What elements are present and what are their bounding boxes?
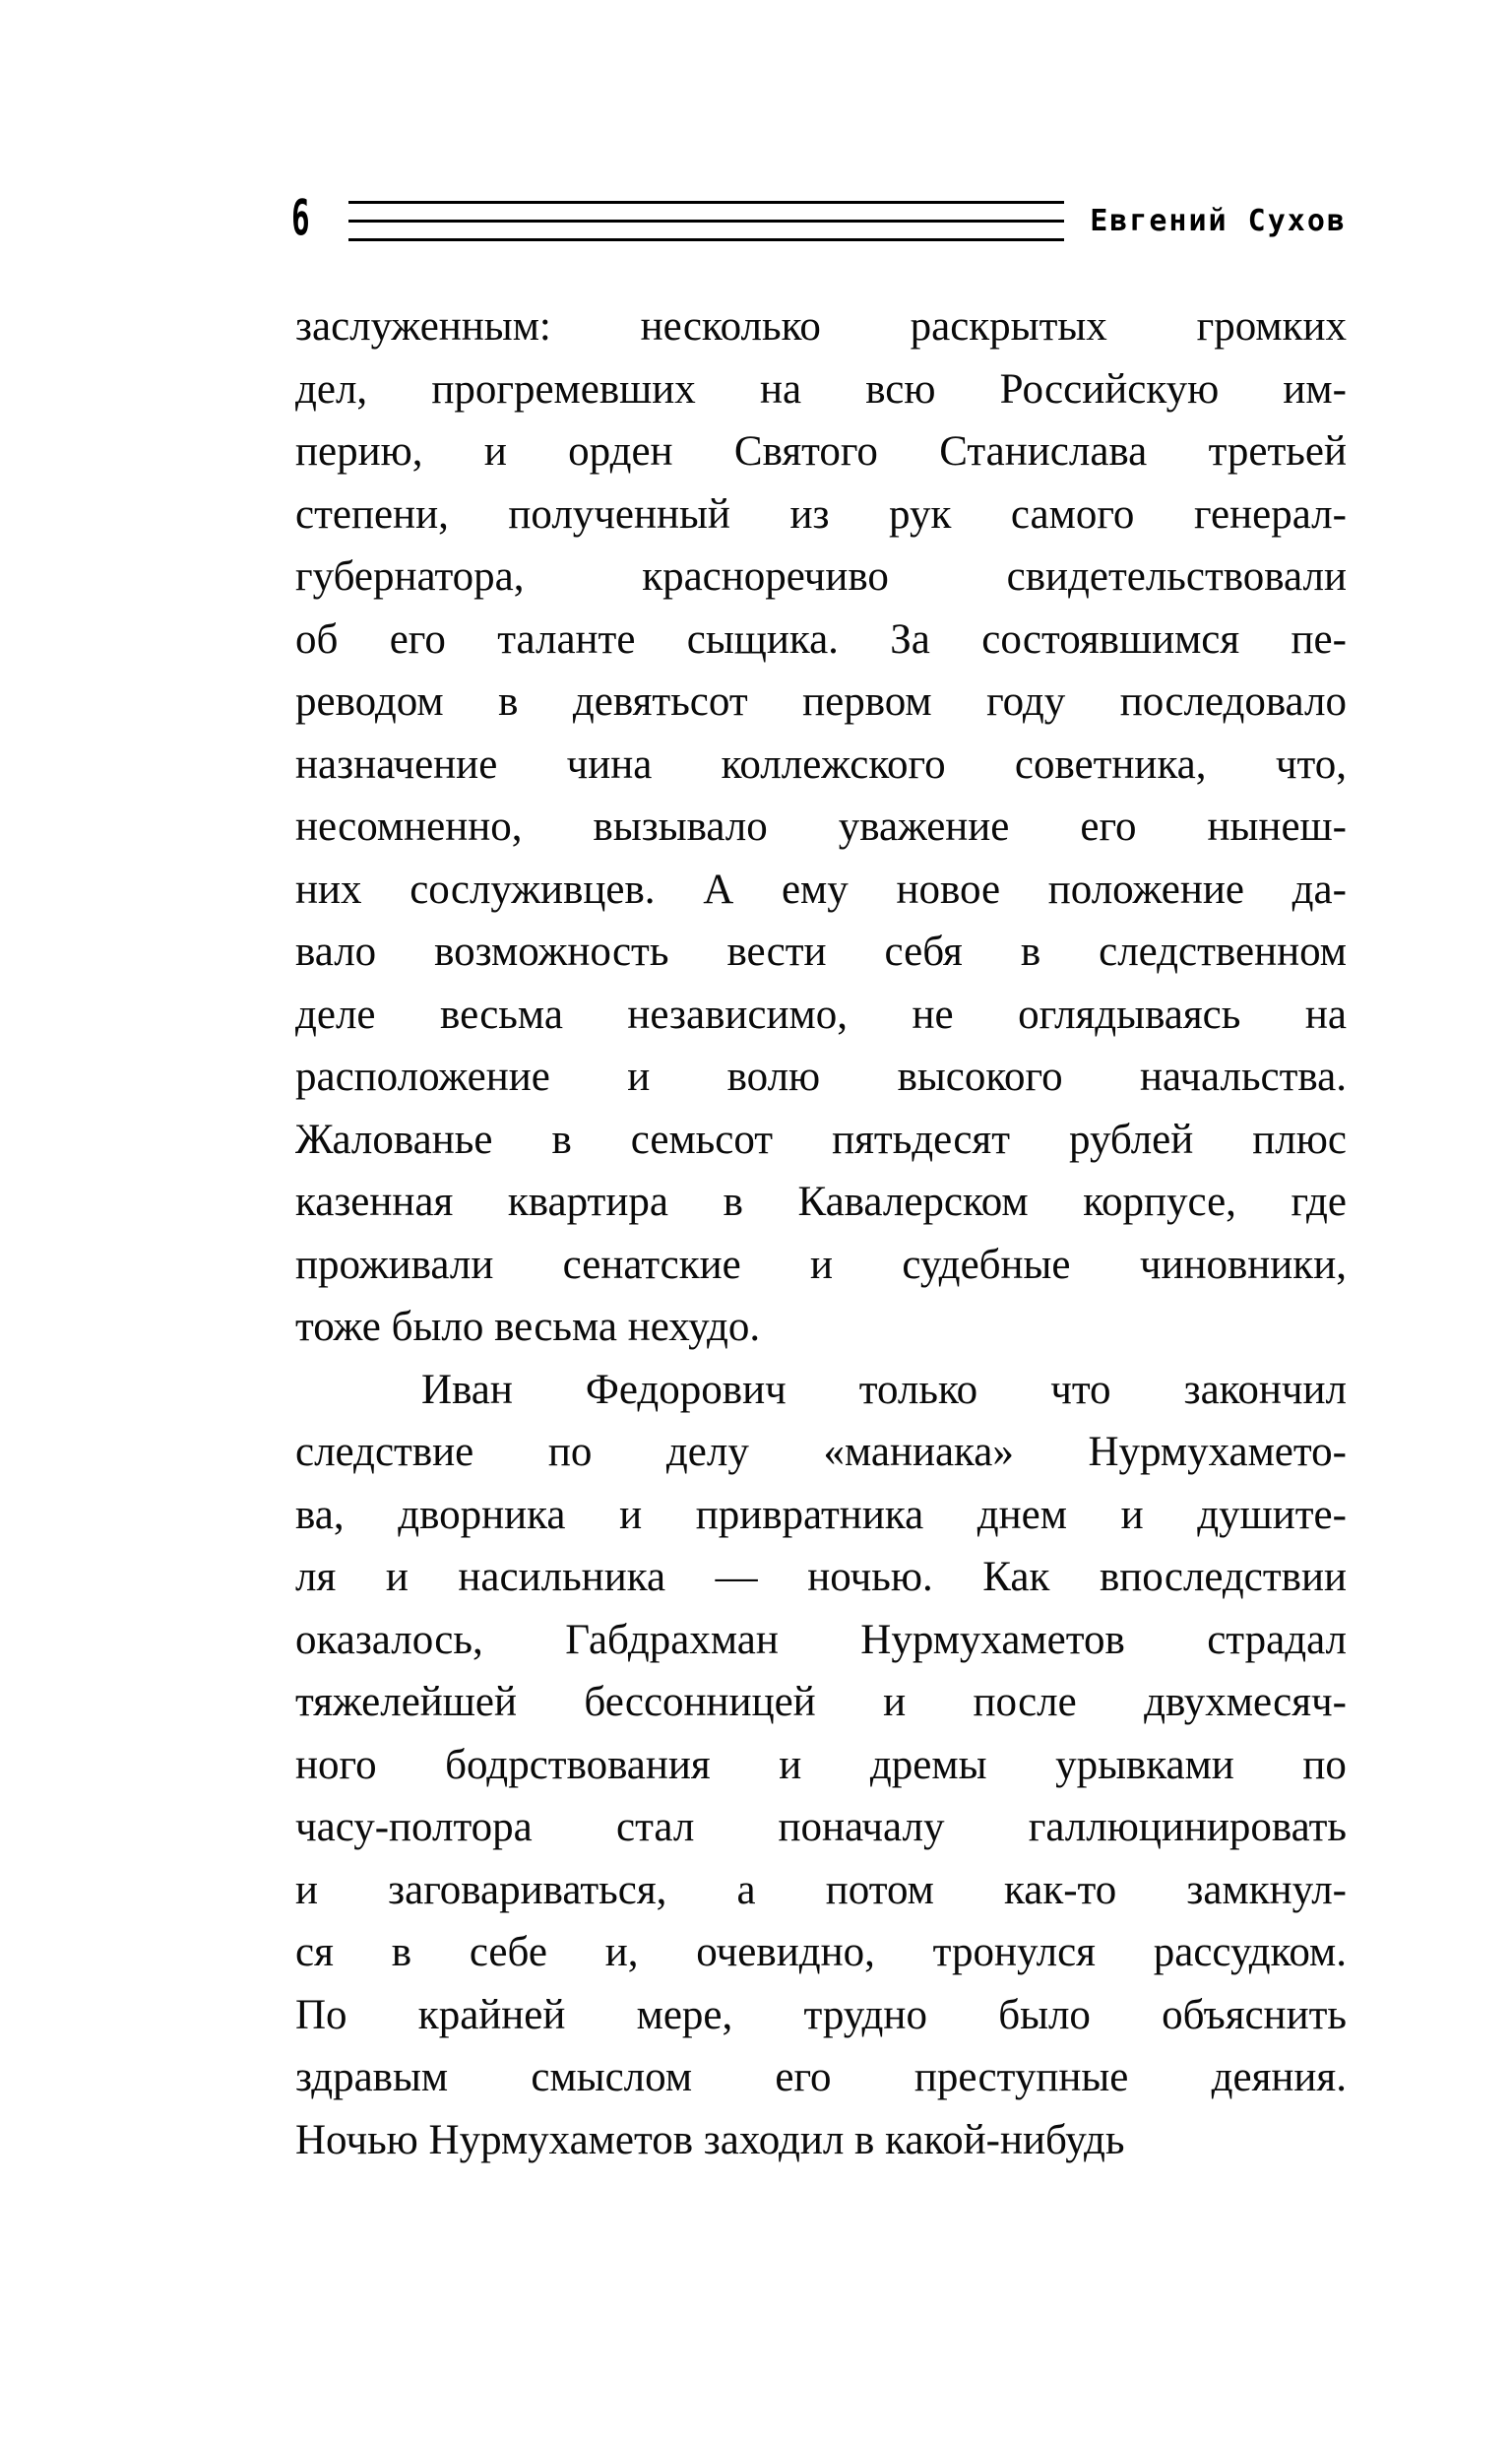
text-line	[295, 1109, 1347, 1172]
text-word: а	[736, 1866, 756, 1913]
text-word: орден	[568, 428, 673, 475]
header-rule-group	[348, 198, 1064, 241]
text-line	[295, 420, 1347, 483]
text-word: в	[551, 1116, 572, 1163]
text-word: проживали	[295, 1241, 494, 1288]
text-line	[295, 483, 1347, 546]
text-word: Габдрахман	[565, 1616, 779, 1663]
text-word: по	[547, 1429, 593, 1475]
text-line	[295, 1421, 1347, 1484]
text-word: губернатора,	[295, 553, 525, 600]
text-word: генерал-	[1193, 490, 1347, 538]
text-word: Как	[982, 1554, 1050, 1600]
text-word: закончил	[1183, 1366, 1347, 1413]
text-word: начальства.	[1140, 1054, 1347, 1100]
text-word: преступные	[914, 2054, 1129, 2100]
text-word: из	[789, 490, 830, 538]
text-word: новое	[896, 866, 1001, 913]
text-line	[295, 1546, 1347, 1609]
text-word: и	[883, 1679, 907, 1725]
text-word: часу-полтора	[295, 1804, 533, 1850]
text-word: расположение	[295, 1054, 550, 1100]
text-line	[295, 1609, 1347, 1672]
body-text	[295, 295, 1347, 2171]
text-word: и	[1120, 1491, 1144, 1538]
text-word: что	[1050, 1366, 1111, 1413]
text-word: красноречиво	[642, 553, 889, 600]
text-line	[295, 1234, 1347, 1297]
text-line	[295, 1359, 1347, 1422]
text-word: перию,	[295, 428, 423, 475]
text-word: За	[890, 615, 930, 663]
text-word: его	[1080, 804, 1137, 850]
text-word: да-	[1292, 866, 1347, 913]
text-word: коллежского	[721, 740, 946, 788]
text-word: году	[986, 678, 1066, 725]
text-word: состоявшимся	[981, 615, 1240, 663]
text-word: рассудком.	[1153, 1929, 1347, 1975]
text-word: корпусе,	[1083, 1179, 1236, 1225]
text-word: об	[295, 615, 339, 663]
text-word: на	[759, 365, 802, 413]
text-word: только	[858, 1366, 978, 1413]
text-word: возможность	[434, 929, 669, 975]
text-word: его	[389, 615, 446, 663]
text-word: поначалу	[778, 1804, 945, 1850]
page-number: 6	[291, 189, 310, 246]
text-word: самого	[1010, 490, 1135, 538]
text-word: казенная	[295, 1179, 454, 1225]
text-word: очевидно,	[696, 1929, 875, 1975]
text-word: трудно	[803, 1991, 927, 2038]
text-word: оглядываясь	[1018, 991, 1241, 1038]
text-word: в	[391, 1929, 411, 1975]
text-word: весьма	[440, 991, 563, 1038]
text-word: пе-	[1291, 615, 1347, 663]
text-word: них	[295, 866, 362, 913]
text-word: первом	[802, 678, 932, 725]
text-word: оказалось,	[295, 1616, 483, 1663]
text-word: последовало	[1119, 678, 1347, 725]
text-word: Кавалерском	[797, 1179, 1029, 1225]
text-word: Нурмухамето-	[1088, 1429, 1347, 1475]
text-word: сенатские	[562, 1241, 741, 1288]
text-word: объяснить	[1162, 1991, 1347, 2038]
text-word: было	[998, 1991, 1091, 2038]
text-word: ночью.	[807, 1554, 933, 1600]
text-line: Ночью Нурмухаметов заходил в какой-нибудь	[295, 2116, 1125, 2163]
text-line	[295, 921, 1347, 984]
text-word: насильника	[458, 1554, 666, 1600]
text-word: дел,	[295, 365, 368, 413]
text-word: независимо,	[627, 991, 848, 1038]
text-word: урывками	[1055, 1741, 1234, 1788]
text-word: ему	[781, 866, 849, 913]
text-word: Нурмухаметов	[860, 1616, 1125, 1663]
text-word: стал	[615, 1804, 695, 1850]
text-word: бодрствования	[445, 1741, 711, 1788]
text-word: несомненно,	[295, 804, 523, 850]
text-word: им-	[1283, 365, 1347, 413]
text-word: тронулся	[932, 1929, 1096, 1975]
text-word: в	[1020, 929, 1041, 975]
text-word: чина	[566, 740, 653, 788]
text-word: галлюцинировать	[1028, 1804, 1347, 1850]
text-line	[295, 1046, 1347, 1109]
text-word: вызывало	[593, 804, 768, 850]
text-word: себя	[884, 929, 963, 975]
text-word: и	[483, 428, 507, 475]
text-word: крайней	[417, 1991, 566, 2038]
author-name: Евгений Сухов	[1090, 203, 1347, 238]
text-word: советника,	[1014, 740, 1207, 788]
text-word: днем	[976, 1491, 1067, 1538]
text-word: в	[498, 678, 519, 725]
text-line	[295, 1671, 1347, 1734]
text-line	[295, 1484, 1347, 1547]
text-word: положение	[1047, 866, 1244, 913]
text-word: всю	[865, 365, 936, 413]
text-word: и,	[604, 1929, 639, 1975]
text-line	[295, 1984, 1347, 2047]
text-line	[295, 734, 1347, 797]
text-word: назначение	[295, 740, 498, 788]
text-word: что,	[1275, 740, 1347, 788]
text-word: плюс	[1252, 1116, 1347, 1163]
text-word: рублей	[1069, 1116, 1194, 1163]
text-word: здравым	[295, 2054, 449, 2100]
paragraph-indent	[295, 1359, 348, 1422]
text-word: по	[1302, 1741, 1347, 1788]
text-word: полученный	[508, 490, 730, 538]
text-line	[295, 295, 1347, 358]
text-word: Жалованье	[295, 1116, 493, 1163]
text-word: Федорович	[585, 1366, 787, 1413]
text-word: высокого	[897, 1054, 1063, 1100]
text-word: волю	[726, 1054, 821, 1100]
text-word: уважение	[838, 804, 1010, 850]
text-word: следствие	[295, 1429, 474, 1475]
text-word: прогремевших	[431, 365, 696, 413]
text-word: чиновники,	[1139, 1241, 1347, 1288]
text-word: вести	[726, 929, 827, 975]
text-word: в	[723, 1179, 743, 1225]
text-word: и	[779, 1741, 802, 1788]
text-word: реводом	[295, 678, 444, 725]
text-word: заслуженным:	[295, 303, 551, 350]
text-word: смыслом	[531, 2054, 693, 2100]
text-line	[295, 1734, 1347, 1797]
text-word: мере,	[636, 1991, 733, 2038]
header-rule-line	[348, 238, 1064, 241]
text-word: квартира	[507, 1179, 668, 1225]
header-rule-line	[348, 201, 1064, 204]
text-word: По	[295, 1991, 347, 2038]
text-word: третьей	[1208, 428, 1347, 475]
text-word: потом	[825, 1866, 934, 1913]
text-word: Святого	[733, 428, 878, 475]
text-line	[295, 859, 1347, 922]
text-word: деле	[295, 991, 376, 1038]
text-line	[295, 609, 1347, 672]
text-word: его	[775, 2054, 832, 2100]
text-word: двухмесяч-	[1144, 1679, 1347, 1725]
text-word: нынеш-	[1207, 804, 1347, 850]
text-word: бессонницей	[584, 1679, 816, 1725]
text-word: на	[1304, 991, 1347, 1038]
text-word: семьсот	[630, 1116, 774, 1163]
text-word: и	[810, 1241, 834, 1288]
text-line	[295, 1859, 1347, 1922]
text-word: замкнул-	[1186, 1866, 1347, 1913]
text-word: —	[715, 1554, 758, 1600]
text-word: делу	[665, 1429, 749, 1475]
text-word: сыщика.	[686, 615, 839, 663]
text-word: Станислава	[939, 428, 1148, 475]
text-line	[295, 1796, 1347, 1859]
text-word: несколько	[640, 303, 821, 350]
text-word: заговариваться,	[388, 1866, 667, 1913]
text-word: не	[912, 991, 954, 1038]
running-head	[291, 183, 1347, 256]
text-word: где	[1291, 1179, 1347, 1225]
text-word: страдал	[1207, 1616, 1347, 1663]
text-word: привратника	[695, 1491, 924, 1538]
text-line	[295, 1171, 1347, 1234]
text-word: раскрытых	[910, 303, 1107, 350]
text-word: «маниака»	[823, 1429, 1014, 1475]
text-word: вало	[295, 929, 377, 975]
text-line	[295, 1921, 1347, 1984]
text-line	[295, 671, 1347, 734]
text-line	[295, 546, 1347, 609]
text-word: пятьдесят	[832, 1116, 1010, 1163]
text-word: как-то	[1004, 1866, 1117, 1913]
text-line	[295, 358, 1347, 421]
text-word: степени,	[295, 490, 449, 538]
text-word: впоследствии	[1099, 1554, 1347, 1600]
text-word: свидетельствовали	[1006, 553, 1347, 600]
text-line	[295, 796, 1347, 859]
text-word: душите-	[1197, 1491, 1347, 1538]
text-word: дворника	[398, 1491, 566, 1538]
text-word: ся	[295, 1929, 334, 1975]
text-word: тяжелейшей	[295, 1679, 517, 1725]
text-line: тоже было весьма нехудо.	[295, 1304, 761, 1350]
text-word: громких	[1196, 303, 1347, 350]
text-word: и	[295, 1866, 319, 1913]
text-word: таланте	[497, 615, 636, 663]
text-word: после	[973, 1679, 1077, 1725]
text-line	[295, 2046, 1347, 2109]
text-word: ного	[295, 1741, 377, 1788]
text-word: рук	[889, 490, 952, 538]
text-word: и	[385, 1554, 409, 1600]
text-word: ля	[295, 1554, 337, 1600]
text-word: ва,	[295, 1491, 345, 1538]
text-word: деяния.	[1211, 2054, 1347, 2100]
text-word: девятьсот	[572, 678, 748, 725]
text-word: Иван	[421, 1366, 513, 1413]
text-word: сослуживцев.	[410, 866, 656, 913]
text-line	[295, 984, 1347, 1047]
text-word: следственном	[1099, 929, 1347, 975]
text-word: А	[703, 866, 734, 913]
text-word: дремы	[869, 1741, 987, 1788]
header-rule-line	[348, 220, 1064, 223]
text-word: и	[627, 1054, 651, 1100]
text-word: Российскую	[999, 365, 1220, 413]
text-word: себе	[469, 1929, 547, 1975]
text-word: судебные	[902, 1241, 1071, 1288]
text-word: и	[619, 1491, 643, 1538]
